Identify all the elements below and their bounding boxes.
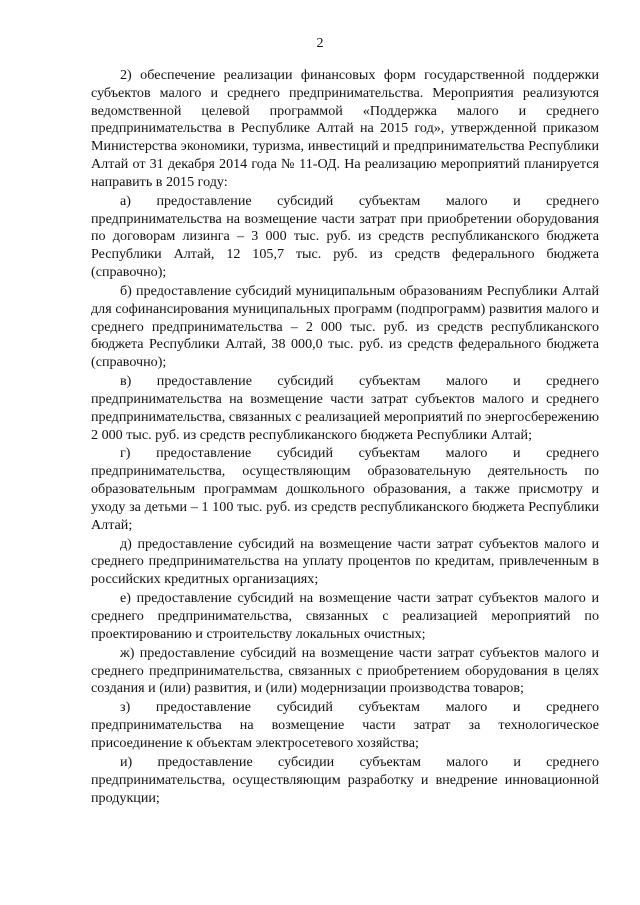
paragraph-subitem-i: и) предоставление субсидии субъектам малого и среднего предпринимательства, осуществляющим разработку и внедрение инновационной продукции; [91,753,599,806]
paragraph-subitem-g: г) предоставление субсидий субъектам малого и среднего предпринимательства, осуществляющим образовательную деятельность по образовательным программам дошкольного образования, а также присмотру и уходу за детьми – 1 100 тыс. руб. из средств республиканского бюджета Республики Алтай; [91,445,599,533]
paragraph-subitem-b: б) предоставление субсидий муниципальным образованиям Республики Алтай для софинансирования муниципальных программ (подпрограмм) развития малого и среднего предпринимательства – 2 000 тыс. руб. из средств республиканского бюджета Республики Алтай, 38 000,0 тыс. руб. из средств федерального бюджета (справочно); [91,282,599,371]
document-body [91,67,599,807]
paragraph-subitem-v: в) предоставление субсидий субъектам малого и среднего предпринимательства на возмещение части затрат субъектов малого и среднего предпринимательства, связанных с реализацией мероприятий по энергосбережению 2 000 тыс. руб. из средств республиканского бюджета Республики Алтай; [91,373,599,443]
paragraph-subitem-a: а) предоставление субсидий субъектам малого и среднего предпринимательства на возмещение части затрат при приобретении оборудования по договорам лизинга – 3 000 тыс. руб. из средств республиканского бюджета Республики Алтай, 12 105,7 тыс. руб. из средств федерального бюджета (справочно); [91,192,599,280]
page-number: 2 [316,36,324,51]
paragraph-subitem-d: д) предоставление субсидий на возмещение части затрат субъектов малого и среднего предпринимательства на уплату процентов по кредитам, привлеченным в российских кредитных организациях; [91,535,599,588]
paragraph-subitem-zh: ж) предоставление субсидий на возмещение части затрат субъектов малого и среднего предпринимательства, связанных с приобретением оборудования в целях создания и (или) развития, и (или) модернизации производства товаров; [91,644,599,697]
paragraph-subitem-z: з) предоставление субсидий субъектам малого и среднего предпринимательства на возмещение части затрат за технологическое присоединение к объектам электросетевого хозяйства; [91,699,599,751]
paragraph-subitem-e: е) предоставление субсидий на возмещение части затрат субъектов малого и среднего предпринимательства, связанных с реализацией мероприятий по проектированию и строительству локальных очистных; [91,590,599,642]
paragraph-item-2: 2) обеспечение реализации финансовых форм государственной поддержки субъектов малого и среднего предпринимательства. Мероприятия реализуются ведомственной целевой программой «Поддержка малого и среднего предпринимательства в Республике Алтай на 2015 год», утвержденной приказом Министерства экономики, туризма, инвестиций и предпринимательства Республики Алтай от 31 декабря 2014 года № 11-ОД. На реализацию мероприятий планируется направить в 2015 году: [91,67,599,190]
